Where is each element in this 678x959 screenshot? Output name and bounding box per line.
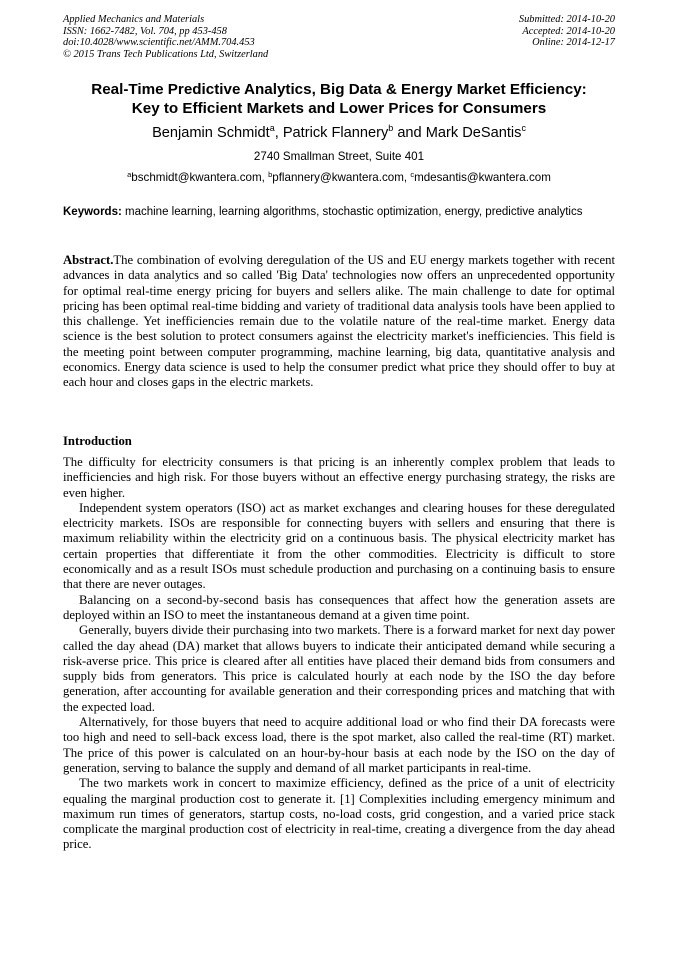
introduction-body xyxy=(63,455,615,853)
abstract xyxy=(63,253,615,391)
title-line-2: Key to Efficient Markets and Lower Prices for Consumers xyxy=(131,100,547,117)
author-affiliation-mark: a xyxy=(269,123,275,133)
author-separator: , xyxy=(274,125,283,141)
paragraph: The two markets work in concert to maximize efficiency, defined as the price of a unit of electricity equaling the marginal production cost to generate it. [1] Complexities including emergency minimum and maximum run times of generators, startup costs, no-load costs, grid congestion, and a varied price stack complicate the marginal production cost of electricity in real-time, creating a divergence from the day ahead price. xyxy=(63,776,615,852)
section-heading-introduction: Introduction xyxy=(63,434,132,448)
abstract-label: Abstract. xyxy=(63,253,114,267)
journal-doi: doi:10.4028/www.scientific.net/AMM.704.453 xyxy=(63,37,255,49)
journal-issn: ISSN: 1662-7482, Vol. 704, pp 453-458 xyxy=(63,25,227,37)
keywords-text: machine learning, learning algorithms, stochastic optimization, energy, predictive analytics xyxy=(121,206,583,218)
journal-copyright: © 2015 Trans Tech Publications Ltd, Switzerland xyxy=(63,48,269,60)
submitted-date: Submitted: 2014-10-20 xyxy=(518,14,615,25)
accepted-date: Accepted: 2014-10-20 xyxy=(522,25,615,37)
email-link[interactable]: bschmidt@kwantera.com, xyxy=(131,171,269,184)
email-mark: c xyxy=(410,170,415,179)
paper-title xyxy=(40,80,638,118)
journal-info xyxy=(63,14,268,60)
paragraph: Alternatively, for those buyers that need to acquire additional load or who find their DA forecasts were too high and need to sell-back excess load, there is the spot market, also called the real-time (RT) market. The price of this power is calculated on an hour-by-hour basis at each node by the ISO on the day of generation, serving to balance the supply and demand of all market participants in real-time. xyxy=(63,715,615,775)
keywords-label: Keywords: xyxy=(63,206,122,218)
email-link[interactable]: pflannery@kwantera.com, xyxy=(272,171,411,184)
abstract-text: The combination of evolving deregulation of the US and EU energy markets together with recent advances in data analytics and so called 'Big Data' technologies now offers an unprecedented opportunity for optimal real-time energy pricing for buyers and sellers alike. The main challenge to date for optimal pricing has been optimal real-time bidding and variety of traditional data analysis tools have been applied to this challenge. Yet inefficiencies remain due to the volatile nature of the real-time market. Energy data science is the best solution to protect consumers against the electricity market's inefficiencies. This field is the meeting point between computer programming, machine learning, big data, quantitative analysis and economics. Energy data science is used to help the consumer predict what price they should offer to buy at each hour and closes gaps in the electric markets. xyxy=(63,253,615,390)
author-affiliation-mark: b xyxy=(388,123,394,133)
paragraph: Balancing on a second-by-second basis has consequences that affect how the generation assets are deployed within an ISO to meet the instantaneous demand at a given time point. xyxy=(63,592,615,622)
email-mark: a xyxy=(127,170,132,179)
author-separator: and xyxy=(393,125,426,141)
author-emails xyxy=(40,171,638,185)
keywords xyxy=(63,205,615,219)
submission-dates xyxy=(519,14,615,49)
paragraph: Independent system operators (ISO) act as market exchanges and clearing houses for these deregulated electricity markets. ISOs are responsible for connecting buyers with sellers and ensuring that there is maximum reliability within the electricity grid on a continuous basis. The physical electricity market has certain properties that differentiate it from the other commodities. Electricity is difficult to store economically and as a result ISOs must schedule production and purchasing on a continuing basis to ensure that there are never outages. xyxy=(63,500,615,592)
journal-name: Applied Mechanics and Materials xyxy=(63,14,205,25)
author-affiliation-mark: c xyxy=(521,123,526,133)
paragraph: The difficulty for electricity consumers is that pricing is an inherently complex problem that leads to inefficiencies and high risk. For those buyers without an effective energy purchasing strategy, the risks are even higher. xyxy=(63,455,615,500)
author-name: Mark DeSantis xyxy=(425,125,522,141)
author-name: Patrick Flannery xyxy=(282,125,389,141)
author-name: Benjamin Schmidt xyxy=(152,125,270,141)
title-line-1: Real-Time Predictive Analytics, Big Data & Energy Market Efficiency: xyxy=(91,81,587,98)
online-date: Online: 2014-12-17 xyxy=(532,37,615,49)
affiliation-address: 2740 Smallman Street, Suite 401 xyxy=(253,150,425,163)
paragraph: Generally, buyers divide their purchasing into two markets. There is a forward market for next day power called the day ahead (DA) market that allows buyers to indicate their anticipated demand while securing a risk-averse price. This price is cleared after all entities have placed their demand bids from consumers and supply bids from generators. This price is calculated hourly at each node by the ISO the day before generation, after accounting for available generation and their corresponding prices and matching that with the expected load. xyxy=(63,623,615,714)
email-mark: b xyxy=(268,170,273,179)
author-list xyxy=(40,124,638,142)
email-link[interactable]: mdesantis@kwantera.com xyxy=(414,171,551,184)
